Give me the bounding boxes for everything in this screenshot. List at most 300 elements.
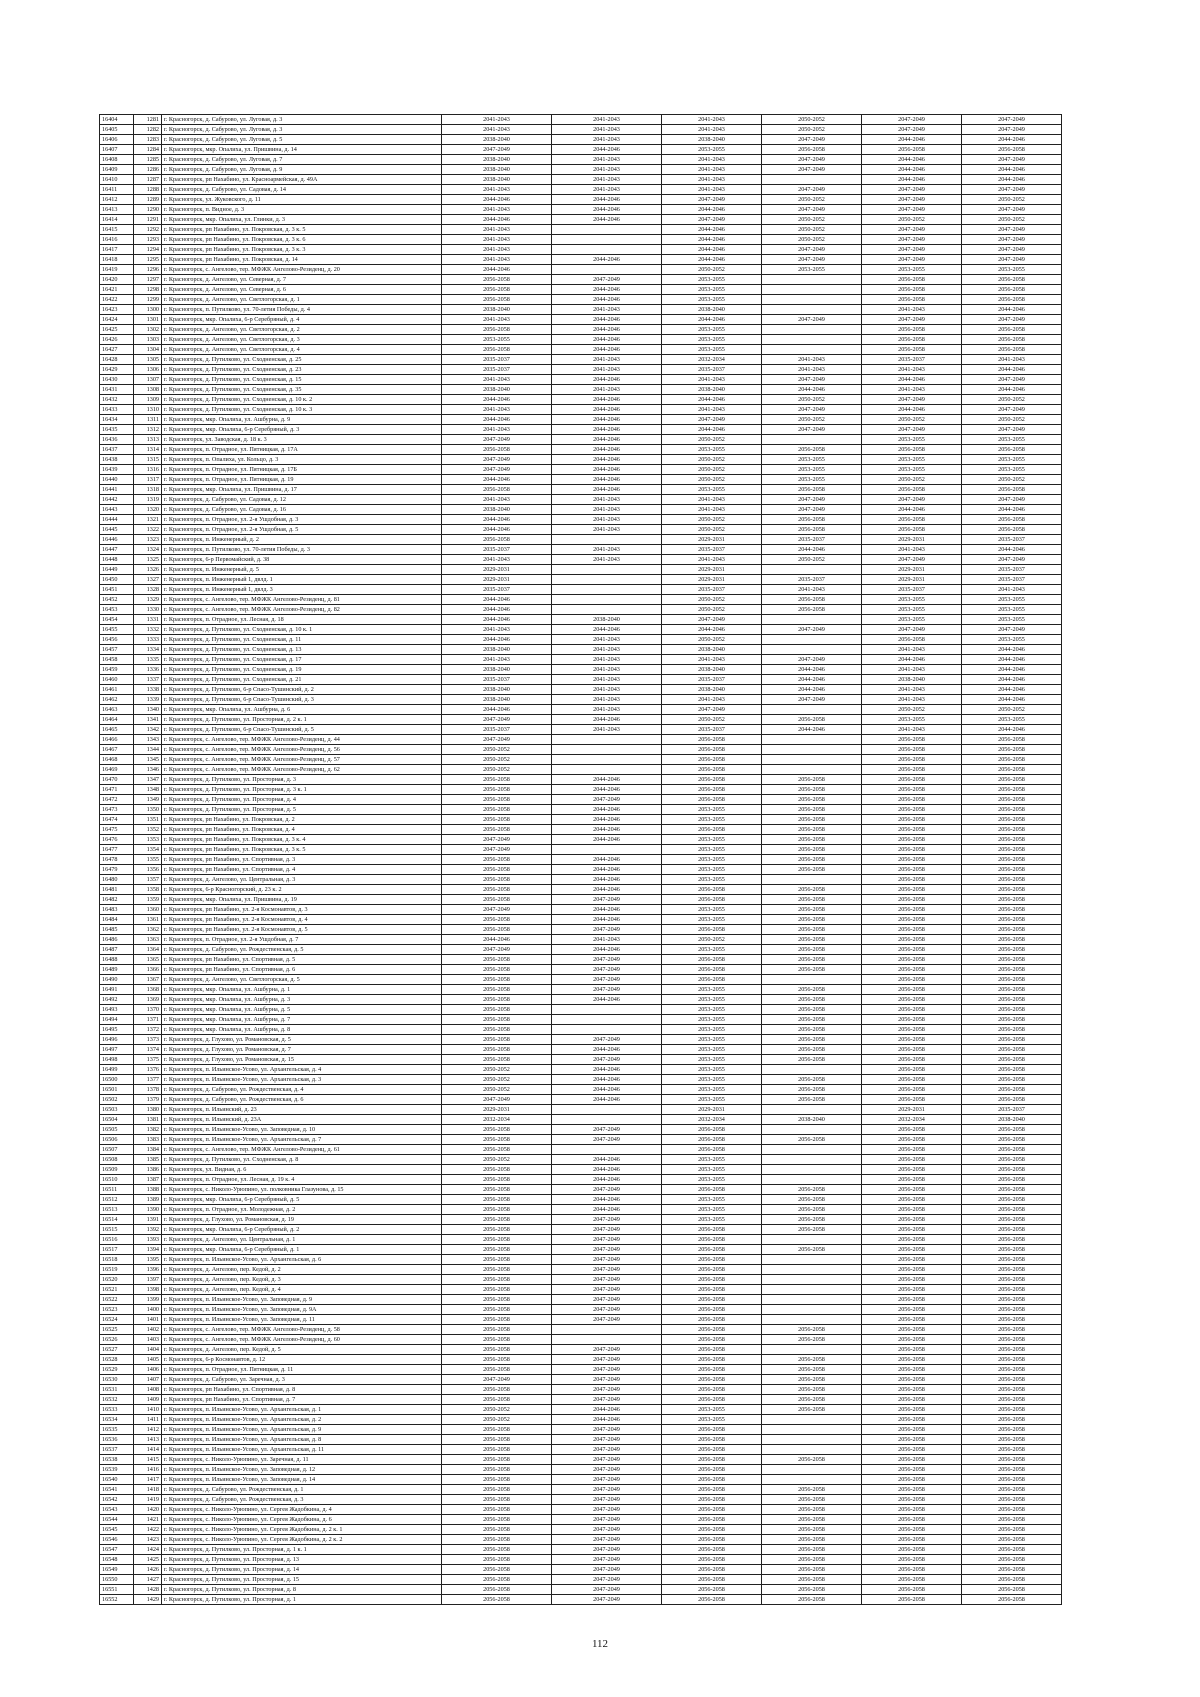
address-cell: г. Красногорск, д. Путилково, ул. Сходненская, д. 13: [162, 645, 442, 655]
period-4-cell: 2053-2055: [762, 465, 862, 475]
period-1-cell: 2056-2058: [442, 1245, 552, 1255]
period-4-cell: 2050-2052: [762, 225, 862, 235]
period-1-cell: 2041-2043: [442, 245, 552, 255]
period-1-cell: 2047-2049: [442, 1095, 552, 1105]
period-5-cell: 2056-2058: [862, 1355, 962, 1365]
period-6-cell: 2056-2058: [962, 1425, 1062, 1435]
address-cell: г. Красногорск, п. Инженерный 1, двлд. 3: [162, 585, 442, 595]
period-6-cell: 2044-2046: [962, 725, 1062, 735]
period-1-cell: 2047-2049: [442, 845, 552, 855]
period-5-cell: 2056-2058: [862, 515, 962, 525]
registry-id-cell: 16547: [100, 1545, 134, 1555]
period-1-cell: 2038-2040: [442, 165, 552, 175]
item-number-cell: 1369: [134, 995, 162, 1005]
period-5-cell: 2056-2058: [862, 285, 962, 295]
address-cell: г. Красногорск, д. Ангелово, ул. Северная, д. 6: [162, 285, 442, 295]
registry-id-cell: 16471: [100, 785, 134, 795]
period-3-cell: 2029-2031: [662, 575, 762, 585]
period-3-cell: 2053-2055: [662, 875, 762, 885]
period-5-cell: 2047-2049: [862, 625, 962, 635]
period-6-cell: 2056-2058: [962, 345, 1062, 355]
period-1-cell: 2050-2052: [442, 1085, 552, 1095]
period-2-cell: 2041-2043: [552, 125, 662, 135]
address-cell: г. Красногорск, мкр. Опалиха, 6-р Серебряный, д. 4: [162, 315, 442, 325]
item-number-cell: 1315: [134, 455, 162, 465]
period-1-cell: 2038-2040: [442, 695, 552, 705]
registry-id-cell: 16501: [100, 1085, 134, 1095]
period-4-cell: 2056-2058: [762, 1195, 862, 1205]
period-6-cell: 2056-2058: [962, 1055, 1062, 1065]
period-2-cell: 2047-2049: [552, 1125, 662, 1135]
period-1-cell: 2056-2058: [442, 865, 552, 875]
registry-id-cell: 16511: [100, 1185, 134, 1195]
period-4-cell: 2056-2058: [762, 905, 862, 915]
registry-id-cell: 16434: [100, 415, 134, 425]
item-number-cell: 1413: [134, 1435, 162, 1445]
item-number-cell: 1356: [134, 865, 162, 875]
registry-id-cell: 16415: [100, 225, 134, 235]
period-6-cell: 2056-2058: [962, 915, 1062, 925]
item-number-cell: 1426: [134, 1565, 162, 1575]
registry-id-cell: 16544: [100, 1515, 134, 1525]
period-5-cell: 2056-2058: [862, 1485, 962, 1495]
period-4-cell: 2047-2049: [762, 655, 862, 665]
table-row: [100, 885, 1062, 895]
period-5-cell: 2041-2043: [862, 545, 962, 555]
period-5-cell: 2056-2058: [862, 1515, 962, 1525]
period-2-cell: 2041-2043: [552, 665, 662, 675]
period-2-cell: 2044-2046: [552, 885, 662, 895]
period-3-cell: 2056-2058: [662, 1225, 762, 1235]
registry-id-cell: 16484: [100, 915, 134, 925]
table-row: [100, 145, 1062, 155]
period-4-cell: [762, 645, 862, 655]
period-5-cell: 2053-2055: [862, 595, 962, 605]
table-row: [100, 255, 1062, 265]
period-6-cell: 2056-2058: [962, 335, 1062, 345]
period-6-cell: 2056-2058: [962, 1435, 1062, 1445]
period-3-cell: 2053-2055: [662, 945, 762, 955]
period-5-cell: 2056-2058: [862, 1595, 962, 1605]
period-3-cell: 2050-2052: [662, 595, 762, 605]
period-2-cell: 2044-2046: [552, 485, 662, 495]
period-5-cell: 2056-2058: [862, 915, 962, 925]
period-5-cell: 2056-2058: [862, 145, 962, 155]
period-1-cell: 2038-2040: [442, 645, 552, 655]
period-3-cell: 2050-2052: [662, 525, 762, 535]
item-number-cell: 1343: [134, 735, 162, 745]
period-1-cell: 2041-2043: [442, 655, 552, 665]
period-1-cell: 2056-2058: [442, 1425, 552, 1435]
registry-id-cell: 16482: [100, 895, 134, 905]
item-number-cell: 1400: [134, 1305, 162, 1315]
period-4-cell: 2047-2049: [762, 165, 862, 175]
period-4-cell: [762, 1105, 862, 1115]
address-cell: г. Красногорск, п. Отрадное, ул. 2-я Ушдобная, д. 3: [162, 515, 442, 525]
registry-id-cell: 16461: [100, 685, 134, 695]
period-3-cell: 2050-2052: [662, 455, 762, 465]
item-number-cell: 1332: [134, 625, 162, 635]
period-2-cell: 2041-2043: [552, 555, 662, 565]
address-cell: г. Красногорск, п. Ильинское-Усово, ул. Заповедная, д. 10: [162, 1125, 442, 1135]
period-5-cell: 2056-2058: [862, 1125, 962, 1135]
period-5-cell: 2056-2058: [862, 905, 962, 915]
item-number-cell: 1396: [134, 1265, 162, 1275]
registry-id-cell: 16451: [100, 585, 134, 595]
registry-id-cell: 16422: [100, 295, 134, 305]
period-1-cell: 2056-2058: [442, 1285, 552, 1295]
address-cell: г. Красногорск, с. Ангелово, тер. МФЖК Ангелово-Резиденц, д. 57: [162, 755, 442, 765]
item-number-cell: 1372: [134, 1025, 162, 1035]
period-4-cell: 2035-2037: [762, 575, 862, 585]
item-number-cell: 1302: [134, 325, 162, 335]
registry-id-cell: 16476: [100, 835, 134, 845]
period-1-cell: 2056-2058: [442, 1125, 552, 1135]
period-2-cell: 2047-2049: [552, 1505, 662, 1515]
period-5-cell: 2056-2058: [862, 765, 962, 775]
period-2-cell: 2044-2046: [552, 1075, 662, 1085]
period-4-cell: [762, 1155, 862, 1165]
table-row: [100, 1335, 1062, 1345]
period-5-cell: 2044-2046: [862, 505, 962, 515]
period-6-cell: 2056-2058: [962, 785, 1062, 795]
period-2-cell: 2044-2046: [552, 195, 662, 205]
address-cell: г. Красногорск, п. Ильинское-Усово, ул. Заповедная, д. 9А: [162, 1305, 442, 1315]
table-row: [100, 995, 1062, 1005]
period-5-cell: 2056-2058: [862, 1535, 962, 1545]
item-number-cell: 1414: [134, 1445, 162, 1455]
address-cell: г. Красногорск, п. Ильинское-Усово, ул. Архангельская, д. 7: [162, 1135, 442, 1145]
address-cell: г. Красногорск, д. Путилково, ул. Просторная, д. 2 к. 1: [162, 715, 442, 725]
table-row: [100, 1535, 1062, 1545]
period-2-cell: [552, 245, 662, 255]
item-number-cell: 1291: [134, 215, 162, 225]
address-cell: г. Красногорск, п. Ильинское-Усово, ул. Заповедная, д. 9: [162, 1295, 442, 1305]
registry-id-cell: 16505: [100, 1125, 134, 1135]
period-2-cell: 2047-2049: [552, 1185, 662, 1195]
period-2-cell: 2044-2046: [552, 1205, 662, 1215]
period-1-cell: 2056-2058: [442, 1045, 552, 1055]
registry-id-cell: 16446: [100, 535, 134, 545]
address-cell: г. Красногорск, с. Ангелово, тер. МФЖК Ангелово-Резиденц, д. 44: [162, 735, 442, 745]
period-1-cell: 2056-2058: [442, 1345, 552, 1355]
address-cell: г. Красногорск, рп Нахабино, ул. Покровская, д. 4: [162, 825, 442, 835]
period-4-cell: 2056-2058: [762, 985, 862, 995]
period-6-cell: 2041-2043: [962, 355, 1062, 365]
address-cell: г. Красногорск, п. Видное, д. 3: [162, 205, 442, 215]
period-1-cell: 2038-2040: [442, 175, 552, 185]
address-cell: г. Красногорск, д. Путилково, ул. Просторная, д. 14: [162, 1565, 442, 1575]
registry-id-cell: 16445: [100, 525, 134, 535]
period-5-cell: 2047-2049: [862, 225, 962, 235]
item-number-cell: 1410: [134, 1405, 162, 1415]
item-number-cell: 1411: [134, 1415, 162, 1425]
period-2-cell: 2044-2046: [552, 395, 662, 405]
period-6-cell: 2056-2058: [962, 1045, 1062, 1055]
period-4-cell: [762, 1425, 862, 1435]
period-3-cell: 2056-2058: [662, 1135, 762, 1145]
table-row: [100, 335, 1062, 345]
period-6-cell: 2056-2058: [962, 855, 1062, 865]
address-cell: г. Красногорск, д. Глухово, ул. Романовская, д. 19: [162, 1215, 442, 1225]
period-4-cell: 2056-2058: [762, 145, 862, 155]
address-cell: г. Красногорск, мкр. Опалиха, ул. Пришвина, д. 14: [162, 145, 442, 155]
period-5-cell: 2056-2058: [862, 1275, 962, 1285]
period-1-cell: 2056-2058: [442, 1505, 552, 1515]
period-6-cell: 2047-2049: [962, 495, 1062, 505]
period-1-cell: 2029-2031: [442, 1105, 552, 1115]
table-row: [100, 445, 1062, 455]
period-3-cell: 2056-2058: [662, 1285, 762, 1295]
registry-id-cell: 16407: [100, 145, 134, 155]
period-4-cell: 2044-2046: [762, 675, 862, 685]
item-number-cell: 1384: [134, 1145, 162, 1155]
period-2-cell: 2041-2043: [552, 495, 662, 505]
period-5-cell: 2029-2031: [862, 1105, 962, 1115]
registry-id-cell: 16487: [100, 945, 134, 955]
period-2-cell: 2044-2046: [552, 1175, 662, 1185]
registry-id-cell: 16500: [100, 1075, 134, 1085]
period-3-cell: 2056-2058: [662, 1535, 762, 1545]
period-5-cell: 2056-2058: [862, 1015, 962, 1025]
period-2-cell: 2047-2049: [552, 1315, 662, 1325]
period-1-cell: 2056-2058: [442, 295, 552, 305]
period-2-cell: 2041-2043: [552, 305, 662, 315]
address-cell: г. Красногорск, рп Нахабино, ул. 2-я Космонавтов, д. 3: [162, 905, 442, 915]
period-6-cell: 2044-2046: [962, 685, 1062, 695]
period-3-cell: 2044-2046: [662, 205, 762, 215]
period-2-cell: 2044-2046: [552, 205, 662, 215]
period-6-cell: 2044-2046: [962, 165, 1062, 175]
table-row: [100, 1515, 1062, 1525]
period-6-cell: 2056-2058: [962, 1575, 1062, 1585]
table-row: [100, 455, 1062, 465]
period-4-cell: [762, 1235, 862, 1245]
period-2-cell: 2044-2046: [552, 815, 662, 825]
period-6-cell: 2056-2058: [962, 1065, 1062, 1075]
registry-id-cell: 16465: [100, 725, 134, 735]
period-1-cell: 2056-2058: [442, 1205, 552, 1215]
registry-id-cell: 16435: [100, 425, 134, 435]
period-2-cell: 2044-2046: [552, 625, 662, 635]
period-4-cell: [762, 1305, 862, 1315]
period-3-cell: 2035-2037: [662, 725, 762, 735]
period-1-cell: 2056-2058: [442, 1015, 552, 1025]
item-number-cell: 1325: [134, 555, 162, 565]
item-number-cell: 1368: [134, 985, 162, 995]
period-5-cell: 2056-2058: [862, 275, 962, 285]
period-6-cell: 2035-2037: [962, 535, 1062, 545]
registry-id-cell: 16456: [100, 635, 134, 645]
table-row: [100, 205, 1062, 215]
period-1-cell: 2056-2058: [442, 1445, 552, 1455]
period-2-cell: 2047-2049: [552, 985, 662, 995]
period-3-cell: 2053-2055: [662, 275, 762, 285]
period-6-cell: 2056-2058: [962, 295, 1062, 305]
period-2-cell: [552, 1335, 662, 1345]
period-4-cell: [762, 305, 862, 315]
registry-id-cell: 16458: [100, 655, 134, 665]
period-5-cell: 2056-2058: [862, 445, 962, 455]
registry-id-cell: 16466: [100, 735, 134, 745]
table-row: [100, 1205, 1062, 1215]
period-6-cell: 2053-2055: [962, 435, 1062, 445]
address-cell: г. Красногорск, 6-р Красногорский, д. 23 к. 2: [162, 885, 442, 895]
period-3-cell: 2053-2055: [662, 1085, 762, 1095]
period-1-cell: 2035-2037: [442, 355, 552, 365]
period-6-cell: 2056-2058: [962, 1495, 1062, 1505]
table-row: [100, 1405, 1062, 1415]
period-4-cell: 2056-2058: [762, 1325, 862, 1335]
period-2-cell: 2044-2046: [552, 1415, 662, 1425]
address-cell: г. Красногорск, ул. Заводская, д. 18 к. 3: [162, 435, 442, 445]
period-4-cell: [762, 975, 862, 985]
period-6-cell: 2035-2037: [962, 565, 1062, 575]
period-5-cell: 2056-2058: [862, 1305, 962, 1315]
period-1-cell: 2047-2049: [442, 835, 552, 845]
registry-id-cell: 16468: [100, 755, 134, 765]
registry-id-cell: 16497: [100, 1045, 134, 1055]
period-4-cell: [762, 1285, 862, 1295]
period-4-cell: 2041-2043: [762, 355, 862, 365]
item-number-cell: 1316: [134, 465, 162, 475]
item-number-cell: 1348: [134, 785, 162, 795]
period-5-cell: 2056-2058: [862, 1585, 962, 1595]
period-3-cell: 2053-2055: [662, 1065, 762, 1075]
period-1-cell: 2056-2058: [442, 535, 552, 545]
period-4-cell: 2041-2043: [762, 585, 862, 595]
period-6-cell: 2044-2046: [962, 135, 1062, 145]
period-2-cell: [552, 1005, 662, 1015]
registry-id-cell: 16462: [100, 695, 134, 705]
period-6-cell: 2047-2049: [962, 205, 1062, 215]
registry-id-cell: 16412: [100, 195, 134, 205]
item-number-cell: 1391: [134, 1215, 162, 1225]
period-3-cell: 2038-2040: [662, 685, 762, 695]
address-cell: г. Красногорск, мкр. Опалиха, ул. Пришвина, д. 17: [162, 485, 442, 495]
item-number-cell: 1407: [134, 1375, 162, 1385]
period-3-cell: 2056-2058: [662, 895, 762, 905]
period-6-cell: 2056-2058: [962, 735, 1062, 745]
registry-id-cell: 16429: [100, 365, 134, 375]
period-2-cell: 2044-2046: [552, 285, 662, 295]
period-4-cell: 2047-2049: [762, 425, 862, 435]
registry-id-cell: 16472: [100, 795, 134, 805]
period-4-cell: 2056-2058: [762, 1565, 862, 1575]
period-3-cell: 2056-2058: [662, 1235, 762, 1245]
period-2-cell: 2047-2049: [552, 1215, 662, 1225]
item-number-cell: 1337: [134, 675, 162, 685]
registry-id-cell: 16431: [100, 385, 134, 395]
address-cell: г. Красногорск, п. Ильинское-Усово, ул. Заповедная, д. 11: [162, 1315, 442, 1325]
period-6-cell: 2056-2058: [962, 1225, 1062, 1235]
table-row: [100, 865, 1062, 875]
address-cell: г. Красногорск, рп Нахабино, ул. Покровская, д. 14: [162, 255, 442, 265]
period-4-cell: 2056-2058: [762, 915, 862, 925]
table-row: [100, 1395, 1062, 1405]
item-number-cell: 1335: [134, 655, 162, 665]
period-6-cell: 2056-2058: [962, 1185, 1062, 1195]
period-4-cell: [762, 1445, 862, 1455]
registry-id-cell: 16545: [100, 1525, 134, 1535]
address-cell: г. Красногорск, п. Ильинский, д. 23А: [162, 1115, 442, 1125]
registry-id-cell: 16459: [100, 665, 134, 675]
table-row: [100, 1005, 1062, 1015]
period-4-cell: [762, 755, 862, 765]
item-number-cell: 1417: [134, 1475, 162, 1485]
registry-id-cell: 16421: [100, 285, 134, 295]
table-row: [100, 705, 1062, 715]
registry-id-cell: 16531: [100, 1385, 134, 1395]
address-cell: г. Красногорск, рп Нахабино, ул. 2-я Космонавтов, д. 4: [162, 915, 442, 925]
period-3-cell: 2053-2055: [662, 905, 762, 915]
table-row: [100, 1345, 1062, 1355]
period-4-cell: 2056-2058: [762, 835, 862, 845]
registry-id-cell: 16550: [100, 1575, 134, 1585]
period-2-cell: [552, 265, 662, 275]
item-number-cell: 1282: [134, 125, 162, 135]
period-3-cell: 2053-2055: [662, 1025, 762, 1035]
registry-id-cell: 16453: [100, 605, 134, 615]
period-5-cell: 2056-2058: [862, 1065, 962, 1075]
period-1-cell: 2038-2040: [442, 385, 552, 395]
period-2-cell: 2044-2046: [552, 295, 662, 305]
period-5-cell: 2029-2031: [862, 565, 962, 575]
period-1-cell: 2050-2052: [442, 1075, 552, 1085]
table-row: [100, 1235, 1062, 1245]
address-cell: г. Красногорск, д. Сабурово, ул. Луговая, д. 5: [162, 135, 442, 145]
period-5-cell: 2056-2058: [862, 345, 962, 355]
table-row: [100, 735, 1062, 745]
period-1-cell: 2047-2049: [442, 145, 552, 155]
period-1-cell: 2038-2040: [442, 505, 552, 515]
period-4-cell: [762, 1125, 862, 1135]
period-1-cell: 2056-2058: [442, 1315, 552, 1325]
period-1-cell: 2056-2058: [442, 1365, 552, 1375]
period-4-cell: 2050-2052: [762, 415, 862, 425]
period-6-cell: 2053-2055: [962, 465, 1062, 475]
period-3-cell: 2044-2046: [662, 315, 762, 325]
table-row: [100, 1285, 1062, 1295]
period-2-cell: 2047-2049: [552, 1585, 662, 1595]
period-1-cell: 2056-2058: [442, 805, 552, 815]
address-cell: г. Красногорск, п. Ильинское-Усово, ул. Архангельская, д. 1: [162, 1405, 442, 1415]
address-cell: г. Красногорск, д. Глухово, ул. Романовская, д. 7: [162, 1045, 442, 1055]
period-6-cell: 2056-2058: [962, 275, 1062, 285]
address-cell: г. Красногорск, п. Отрадное, ул. Пятницкая, д. 11: [162, 1365, 442, 1375]
period-2-cell: 2047-2049: [552, 1565, 662, 1575]
item-number-cell: 1404: [134, 1345, 162, 1355]
item-number-cell: 1298: [134, 285, 162, 295]
period-3-cell: 2053-2055: [662, 915, 762, 925]
period-2-cell: [552, 235, 662, 245]
table-row: [100, 635, 1062, 645]
period-1-cell: 2056-2058: [442, 485, 552, 495]
period-1-cell: 2047-2049: [442, 455, 552, 465]
registry-id-cell: 16493: [100, 1005, 134, 1015]
item-number-cell: 1340: [134, 705, 162, 715]
period-2-cell: 2041-2043: [552, 115, 662, 125]
item-number-cell: 1393: [134, 1235, 162, 1245]
address-cell: г. Красногорск, д. Путилково, ул. Просторная, д. 5: [162, 805, 442, 815]
address-cell: г. Красногорск, д. Ангелово, ул. Северная, д. 7: [162, 275, 442, 285]
period-4-cell: [762, 1275, 862, 1285]
period-1-cell: 2044-2046: [442, 935, 552, 945]
period-2-cell: [552, 605, 662, 615]
period-3-cell: 2056-2058: [662, 1465, 762, 1475]
period-4-cell: 2056-2058: [762, 1015, 862, 1025]
period-6-cell: 2056-2058: [962, 795, 1062, 805]
